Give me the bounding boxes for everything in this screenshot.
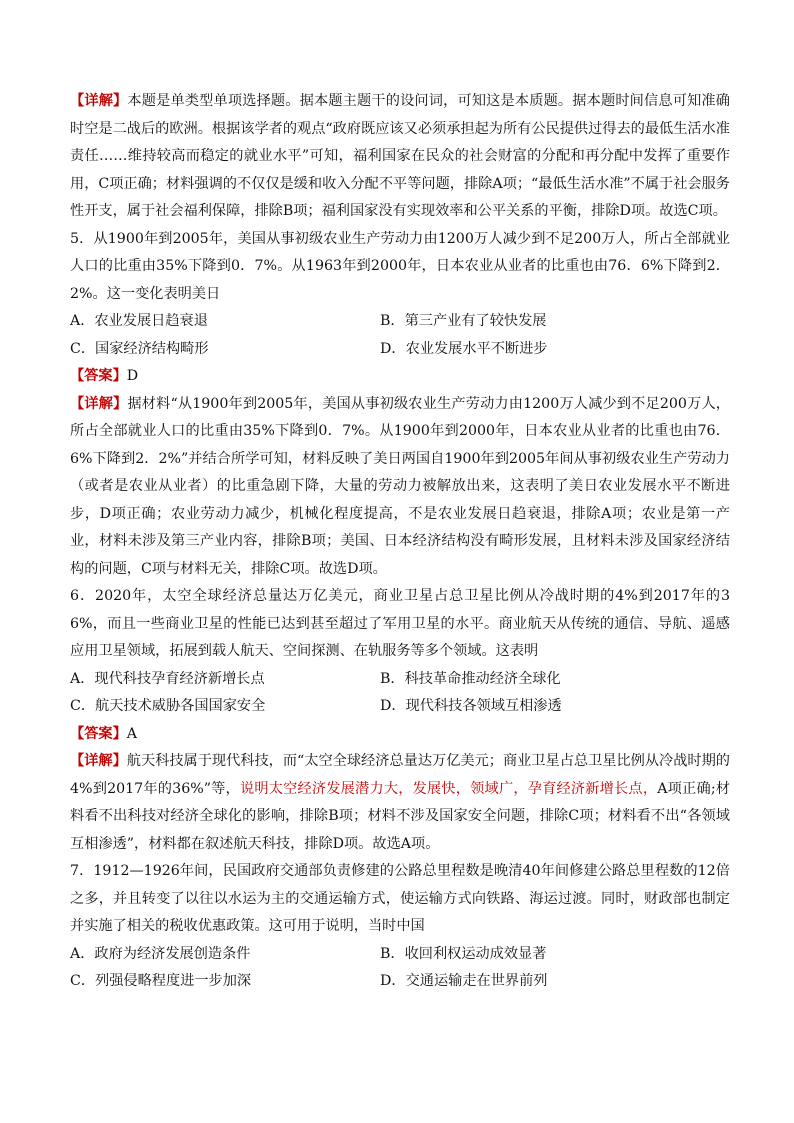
- q7-options: [70, 941, 730, 996]
- q6-option-b: B．科技革命推动经济全球化: [380, 670, 561, 687]
- q4-detail-text: 本题是单类型单项选择题。据本题主题干的设问词，可知这是本质题。据本题时间信息可知准确时空是二战后的欧洲。根据该学者的观点“政府既应该又必须承担起为所有公民提供过得去的最低生活水准责任……维持较高而稳定的就业水平”可知，福利国家在民众的社会财富的分配和再分配中发挥了重要作用，C项正确；材料强调的不仅仅是缓和收入分配不平等问题，排除A项；“最低生活水准”不属于社会服务性开支，属于社会福利保障，排除B项；福利国家没有实现效率和公平关系的平衡，排除D项。故选C项。: [70, 93, 730, 219]
- q4-detail: [70, 88, 730, 226]
- detail-label: 【详解】: [70, 93, 128, 109]
- q5-stem: 5．从1900年到2005年，美国从事初级农业生产劳动力由1200万人减少到不足200万人，所占全部就业人口的比重由35%下降到0．7%。从1963年到2000年，日本农业从业者的比重也由76．6%下降到2．2%。这一变化表明美日: [70, 230, 730, 302]
- document-page: [70, 88, 730, 996]
- q7-option-d: D．交通运输走在世界前列: [380, 973, 548, 989]
- q7-stem: 7．1912—1926年间，民国政府交通部负责修建的公路总里程数是晚清40年间修建公路总里程数的12倍之多，并且转变了以往以水运为主的交通运输方式，使运输方式向铁路、海运过渡。同时，财政部也制定并实施了相关的税收优惠政策。这可用于说明，当时中国: [70, 863, 730, 934]
- q6-answer-value: A: [126, 725, 138, 742]
- q6-answer: [70, 721, 730, 749]
- q5-answer: [70, 363, 730, 391]
- q6-detail-text-2: A项正确;材料看不出科技对经济全球化的影响，排除B项；材料不涉及国家安全问题，排除C项；材料看不出“各领域互相渗透”，材料都在叙述航天科技，排除D项。故选A项。: [70, 780, 730, 852]
- q6-option-d: D．现代科技各领域互相渗透: [380, 698, 562, 714]
- q5-option-b: B．第三产业有了较快发展: [380, 313, 547, 329]
- q5-detail-text: 据材料“从1900年到2005年，美国从事初级农业生产劳动力由1200万人减少到不足200万人，所占全部就业人口的比重由35%下降到0．7%。从1900年到2000年，日本农业从业者的比重也由76．6%下降到2．2%”并结合所学可知，材料反映了美日两国自1900年到2005年间从事初级农业生产劳动力（或者是农业从业者）的比重急剧下降，大量的劳动力被解放出来，这表明了美日农业发展水平不断进步，D项正确；农业劳动力减少，机械化程度提高，不是农业发展日趋衰退，排除A项；农业是第一产业，材料未涉及第三产业内容，排除B项；美国、日本经济结构没有畸形发展，且材料未涉及国家经济结构的问题，C项与材料无关，排除C项。故选D项。: [70, 395, 730, 577]
- q5-detail: [70, 391, 730, 584]
- q7-option-c: C．列强侵略程度进一步加深: [70, 973, 252, 989]
- q6-detail-text-1: 航天科技属于现代科技，而“太空全球经济总量达万亿美元；商业卫星占总卫星比例从冷战时期的4%到2017年的36%”等，: [70, 753, 730, 797]
- q5-option-c: C．国家经济结构畸形: [70, 340, 209, 357]
- answer-label: 【答案】: [70, 725, 127, 742]
- q5-option-d: D．农业发展水平不断进步: [380, 340, 548, 357]
- q6-detail-highlight: 说明太空经济发展潜力大，发展快，领域广，孕育经济新增长点，: [239, 780, 658, 797]
- q5-answer-value: D: [126, 368, 139, 384]
- detail-label: 【详解】: [70, 395, 128, 412]
- q6-option-a: A．现代科技孕育经济新增长点: [70, 670, 265, 687]
- q7-option-b: B．收回利权运动成效显著: [380, 945, 547, 962]
- answer-label: 【答案】: [70, 368, 127, 384]
- q5-option-a: A．农业发展日趋衰退: [70, 313, 208, 329]
- q6-stem: 6．2020年，太空全球经济总量达万亿美元，商业卫星占总卫星比例从冷战时期的4%到2017年的36%，而且一些商业卫星的性能已达到甚至超过了军用卫星的水平。商业航天从传统的通信、导航、遥感应用卫星领域，拓展到载人航天、空间探测、在轨服务等多个领域。这表明: [70, 588, 730, 659]
- detail-label: 【详解】: [70, 753, 127, 769]
- q7-option-a: A．政府为经济发展创造条件: [70, 945, 251, 962]
- q6-option-c: C．航天技术威胁各国国家安全: [70, 698, 266, 714]
- q5-options: [70, 308, 730, 363]
- q6-detail: [70, 748, 730, 858]
- q6-options: [70, 666, 730, 721]
